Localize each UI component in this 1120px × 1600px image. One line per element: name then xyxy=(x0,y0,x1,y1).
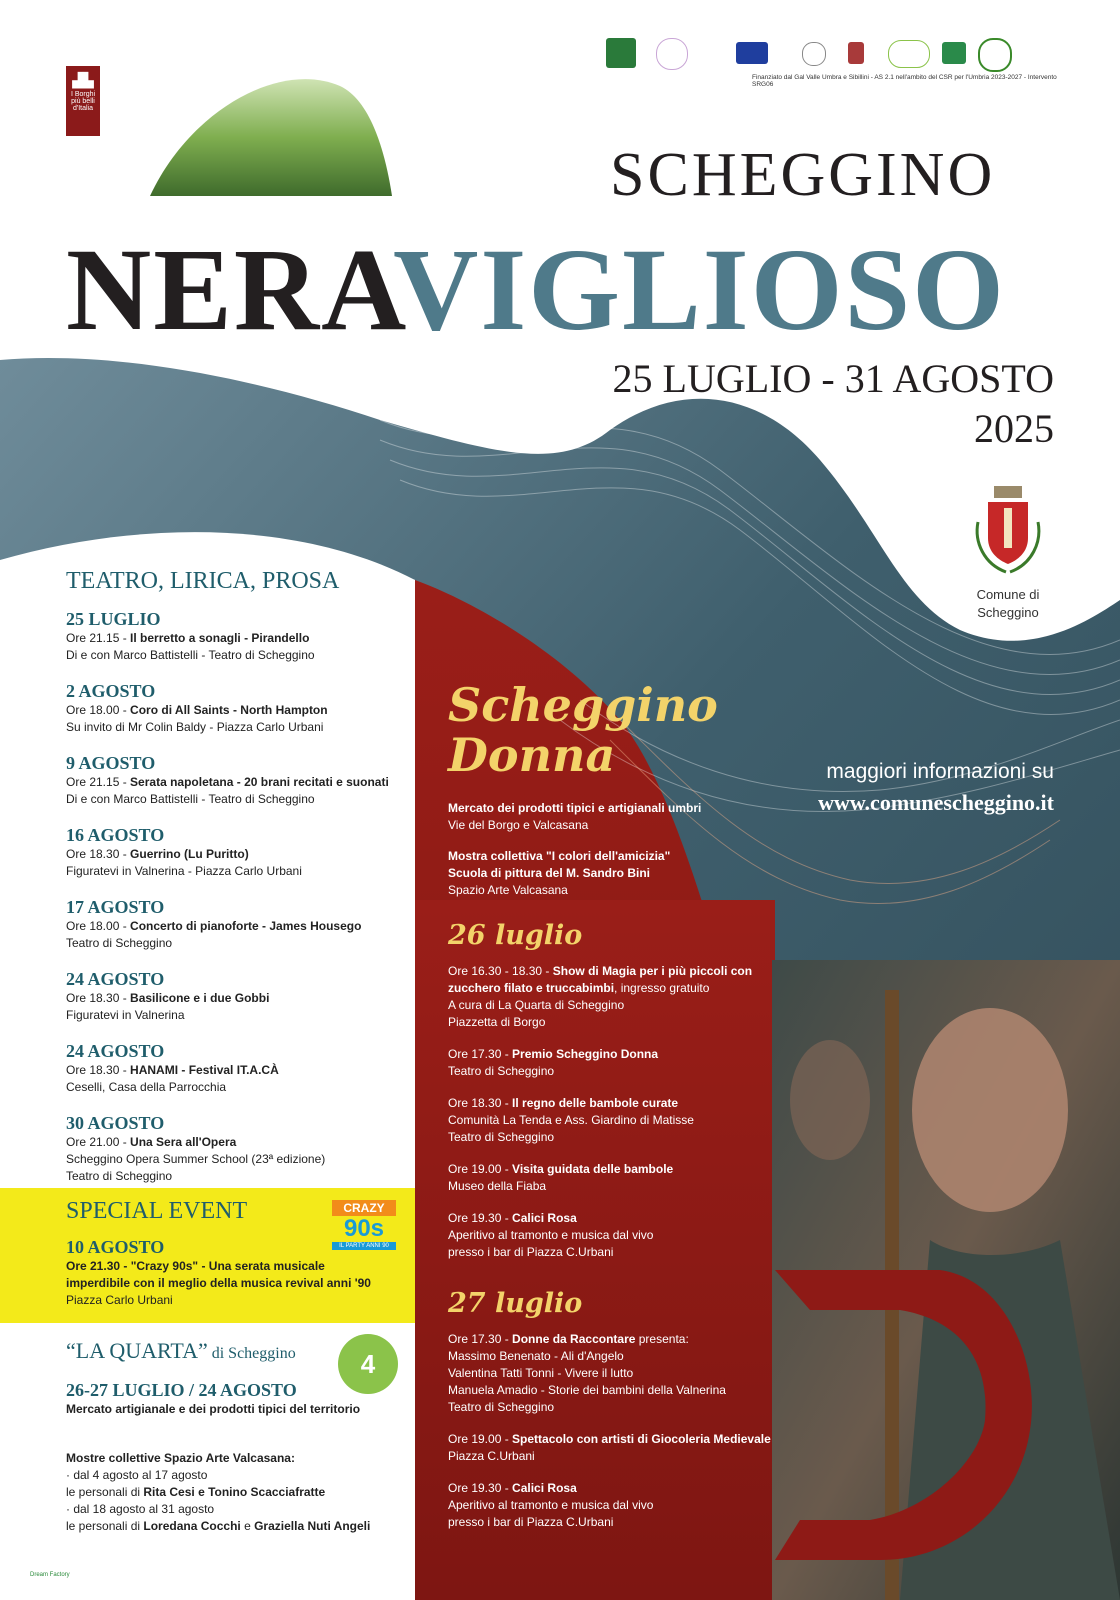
theatre-heading: TEATRO, LIRICA, PROSA xyxy=(66,568,340,594)
donna-event-detail: presso i bar di Piazza C.Urbani xyxy=(448,1245,614,1259)
event-title-line xyxy=(66,630,406,647)
donna-event-time: Ore 19.00 xyxy=(448,1432,502,1446)
intro-mercato-place: Vie del Borgo e Valcasana xyxy=(448,818,589,832)
event-detail: Scheggino Opera Summer School (23ª edizione) xyxy=(66,1152,326,1166)
event-detail: Teatro di Scheggino xyxy=(66,1169,173,1183)
comune-label-line2: Scheggino xyxy=(977,605,1039,620)
event-time: Ore 21.15 xyxy=(66,631,120,645)
mostre-section xyxy=(66,1450,406,1535)
event-time: Ore 18.30 xyxy=(66,847,120,861)
funding-note: Finanziato dal Gal Valle Umbra e Sibillini - AS 2.1 nell'ambito del CSR per l'Umbria 2023-2027 - Intervento SRG06 xyxy=(752,74,1057,88)
event-title-line xyxy=(66,918,406,935)
event-sep: - xyxy=(119,631,131,645)
dates-year: 2025 xyxy=(974,406,1054,451)
mostre-line2-a: le personali di xyxy=(66,1485,144,1499)
donna-event-title-line2 xyxy=(448,980,778,997)
donna-event-detail: presso i bar di Piazza C.Urbani xyxy=(448,1515,614,1529)
intro-mostra: Mostra collettiva "I colori dell'amicizia" xyxy=(448,849,671,863)
mostre-line4-b: Loredana Cocchi xyxy=(143,1519,241,1533)
donna-event-detail: Teatro di Scheggino xyxy=(448,1400,555,1414)
day1-section xyxy=(448,920,778,1276)
donna-event xyxy=(448,1161,778,1195)
comune-label-line1: Comune di xyxy=(976,587,1040,602)
donna-event-title: Premio Scheggino Donna xyxy=(512,1047,659,1061)
borghi-logo xyxy=(66,66,100,136)
donna-event-sep: - xyxy=(501,1162,513,1176)
theatre-event xyxy=(66,753,406,808)
event-detail: Figuratevi in Valnerina xyxy=(66,1008,185,1022)
donna-event xyxy=(448,1210,778,1261)
title-viglioso: VIGLIOSO xyxy=(393,224,1006,355)
donna-event-sep: - xyxy=(501,1211,513,1225)
donna-event-title: Visita guidata delle bambole xyxy=(512,1162,674,1176)
event-time: Ore 21.15 xyxy=(66,775,120,789)
website-link[interactable]: www.comunescheggino.it xyxy=(818,790,1054,815)
day1-date: 26 luglio xyxy=(448,920,583,951)
special-date: 10 AGOSTO xyxy=(66,1237,165,1257)
event-time: Ore 18.30 xyxy=(66,991,120,1005)
event-sep: - xyxy=(119,919,131,933)
event-date: 9 AGOSTO xyxy=(66,753,156,773)
quarta-heading-sub: di Scheggino xyxy=(207,1345,296,1362)
event-date: 2 AGOSTO xyxy=(66,681,156,701)
donna-event-title-line xyxy=(448,963,778,980)
mostre-line4-c: e xyxy=(240,1519,255,1533)
donna-event-title: Calici Rosa xyxy=(512,1481,577,1495)
csr-logo-icon xyxy=(888,40,930,68)
day2-section xyxy=(448,1288,778,1546)
donna-event xyxy=(448,1480,778,1531)
event-sep: - xyxy=(119,703,131,717)
donna-event-title2: zucchero filato e truccabimbi xyxy=(448,981,615,995)
donna-event-detail: Valentina Tatti Tonni - Vivere il lutto xyxy=(448,1366,634,1380)
event-detail: Di e con Marco Battistelli - Teatro di Scheggino xyxy=(66,648,315,662)
castle-icon: ▟▙ xyxy=(72,72,94,88)
mostre-line1: · dal 4 agosto al 17 agosto xyxy=(66,1468,208,1482)
republic-emblem-icon xyxy=(802,42,826,66)
donna-event xyxy=(448,963,778,1031)
event-detail: Teatro di Scheggino xyxy=(66,936,173,950)
special-line3: Piazza Carlo Urbani xyxy=(66,1293,173,1307)
donna-event-title-line xyxy=(448,1431,778,1448)
donna-event-detail: Piazza C.Urbani xyxy=(448,1449,535,1463)
special-line1: Ore 21.30 - "Crazy 90s" - Una serata musicale xyxy=(66,1259,325,1273)
more-info xyxy=(818,760,1054,816)
event-date: 24 AGOSTO xyxy=(66,969,165,989)
event-sep: - xyxy=(119,1135,131,1149)
donna-event-detail: Teatro di Scheggino xyxy=(448,1064,555,1078)
badge-bottom: IL PARTY ANNI 90 xyxy=(332,1242,396,1250)
event-sep: - xyxy=(119,1063,131,1077)
donna-event-time: Ore 17.30 xyxy=(448,1047,502,1061)
event-sep: - xyxy=(119,775,131,789)
donna-event-sep: - xyxy=(501,1332,513,1346)
donna-event-after: presenta: xyxy=(635,1332,689,1346)
event-title-line xyxy=(66,1062,406,1079)
donna-intro xyxy=(448,800,768,899)
donna-event-sep: - xyxy=(501,1047,513,1061)
event-time: Ore 18.00 xyxy=(66,919,120,933)
donna-event xyxy=(448,1095,778,1146)
donna-event-time: Ore 19.30 xyxy=(448,1211,502,1225)
special-heading: SPECIAL EVENT xyxy=(66,1198,248,1224)
donna-event-detail: Comunità La Tenda e Ass. Giardino di Matisse xyxy=(448,1113,694,1127)
theatre-event xyxy=(66,969,406,1024)
donna-event-sep: - xyxy=(501,1096,513,1110)
theatre-event xyxy=(66,1041,406,1096)
mostre-line4-a: le personali di xyxy=(66,1519,144,1533)
donna-event-title: Calici Rosa xyxy=(512,1211,577,1225)
event-time: Ore 21.00 xyxy=(66,1135,120,1149)
event-title-line xyxy=(66,774,406,791)
shield-icon xyxy=(606,38,636,68)
donna-event-sep: - xyxy=(542,964,553,978)
event-date: 30 AGOSTO xyxy=(66,1113,165,1133)
donna-event-title-line xyxy=(448,1095,778,1112)
leader-logo-icon xyxy=(942,42,966,64)
event-title: HANAMI - Festival IT.A.CÀ xyxy=(130,1063,279,1077)
event-title: Concerto di pianoforte - James Housego xyxy=(130,919,362,933)
intro-mostra-place: Spazio Arte Valcasana xyxy=(448,883,568,897)
gal-logo-icon xyxy=(978,38,1012,72)
quarta-heading-main: “LA QUARTA” xyxy=(66,1338,208,1363)
donna-event-time: Ore 18.30 xyxy=(448,1096,502,1110)
event-sep: - xyxy=(119,847,131,861)
donna-event-title-line xyxy=(448,1210,778,1227)
event-title-line xyxy=(66,1134,406,1151)
event-title: Coro di All Saints - North Hampton xyxy=(130,703,328,717)
event-date: 17 AGOSTO xyxy=(66,897,165,917)
mostre-line4 xyxy=(66,1518,406,1535)
intro-mercato: Mercato dei prodotti tipici e artigianali umbri xyxy=(448,801,702,815)
donna-event-sep: - xyxy=(501,1481,513,1495)
donna-event-detail: Manuela Amadio - Storie dei bambini della Valnerina xyxy=(448,1383,726,1397)
donna-event-title-line xyxy=(448,1161,778,1178)
sd-title-1: Scheggino xyxy=(448,678,718,732)
event-time: Ore 18.00 xyxy=(66,703,120,717)
dates-range: 25 LUGLIO - 31 AGOSTO xyxy=(612,356,1054,401)
donna-event-title: Il regno delle bambole curate xyxy=(512,1096,679,1110)
event-title: Serata napoletana - 20 brani recitati e suonati xyxy=(130,775,389,789)
donna-event xyxy=(448,1431,778,1465)
title-neravviglioso xyxy=(66,222,1006,358)
info-line1: maggiori informazioni su xyxy=(826,760,1054,783)
event-date: 24 AGOSTO xyxy=(66,1041,165,1061)
scheggino-donna-title xyxy=(448,680,718,780)
donna-event-detail: Aperitivo al tramonto e musica dal vivo xyxy=(448,1498,654,1512)
footer-credit: Dream Factory xyxy=(30,1572,70,1578)
event-detail: Ceselli, Casa della Parrocchia xyxy=(66,1080,227,1094)
day2-events xyxy=(448,1331,778,1531)
event-title: Guerrino (Lu Puritto) xyxy=(130,847,249,861)
donna-event-title: Show di Magia per i più piccoli con xyxy=(552,964,753,978)
theatre-event xyxy=(66,681,406,736)
event-title-line xyxy=(66,990,406,1007)
mostre-line2 xyxy=(66,1484,406,1501)
donna-event-title: Donne da Raccontare xyxy=(512,1332,636,1346)
donna-event-detail: Aperitivo al tramonto e musica dal vivo xyxy=(448,1228,654,1242)
donna-event-sep: - xyxy=(501,1432,513,1446)
event-title-line xyxy=(66,702,406,719)
event-detail: Di e con Marco Battistelli - Teatro di Scheggino xyxy=(66,792,315,806)
mostre-line2-b: Rita Cesi e Tonino Scacciafratte xyxy=(143,1485,326,1499)
badge-mid: 90s xyxy=(343,1215,385,1242)
donna-event-title-line xyxy=(448,1331,778,1348)
comune-crest-icon xyxy=(970,482,1046,578)
mostre-line3: · dal 18 agosto al 31 agosto xyxy=(66,1502,215,1516)
donna-event-detail: Massimo Benenato - Ali d'Angelo xyxy=(448,1349,624,1363)
donna-event-detail: A cura di La Quarta di Scheggino xyxy=(448,998,625,1012)
event-sep: - xyxy=(119,991,131,1005)
donna-event-title: Spettacolo con artisti di Giocoleria Medievale xyxy=(512,1432,771,1446)
quarta-desc: Mercato artigianale e dei prodotti tipici del territorio xyxy=(66,1402,361,1416)
donna-event-time: Ore 19.30 xyxy=(448,1481,502,1495)
sponsor-logos xyxy=(606,38,1056,72)
mostre-line4-d: Graziella Nuti Angeli xyxy=(254,1519,371,1533)
theatre-section xyxy=(66,568,406,1202)
event-title: Una Sera all'Opera xyxy=(130,1135,237,1149)
borghi-logo-text: I Borghi più belli d'Italia xyxy=(70,91,96,112)
donna-event-time: Ore 17.30 xyxy=(448,1332,502,1346)
special-line2: imperdibile con il meglio della musica revival anni '90 xyxy=(66,1276,371,1290)
event-detail: Figuratevi in Valnerina - Piazza Carlo Urbani xyxy=(66,864,302,878)
eu-flag-icon xyxy=(736,42,768,64)
sd-title-2: Donna xyxy=(448,728,616,782)
badge-top: CRAZY xyxy=(332,1200,396,1216)
donna-event-time: Ore 19.00 xyxy=(448,1162,502,1176)
day1-events xyxy=(448,963,778,1261)
event-date: 25 LUGLIO xyxy=(66,609,161,629)
title-nera: NERA xyxy=(66,224,394,355)
day2-date: 27 luglio xyxy=(448,1288,583,1319)
theatre-event xyxy=(66,897,406,952)
donna-event xyxy=(448,1046,778,1080)
theatre-event xyxy=(66,1113,406,1185)
donna-event-title-line xyxy=(448,1480,778,1497)
theatre-event xyxy=(66,609,406,664)
event-time: Ore 18.30 xyxy=(66,1063,120,1077)
festival-dates xyxy=(613,354,1054,454)
donna-event-detail: Piazzetta di Borgo xyxy=(448,1015,546,1029)
quarta-dates: 26-27 LUGLIO / 24 AGOSTO xyxy=(66,1380,297,1400)
round-logo-icon xyxy=(656,38,688,70)
intro-mostra-scuola: Scuola di pittura del M. Sandro Bini xyxy=(448,866,651,880)
title-scheggino: SCHEGGINO xyxy=(610,141,996,209)
donna-event-time: Ore 16.30 - 18.30 xyxy=(448,964,543,978)
event-title-line xyxy=(66,846,406,863)
donna-event-detail: Teatro di Scheggino xyxy=(448,1130,555,1144)
theatre-events xyxy=(66,609,406,1185)
theatre-event xyxy=(66,825,406,880)
event-title: Il berretto a sonagli - Pirandello xyxy=(130,631,310,645)
quarta-logo-icon: 4 xyxy=(338,1334,398,1394)
event-date: 16 AGOSTO xyxy=(66,825,165,845)
donna-event-detail: Museo della Fiaba xyxy=(448,1179,547,1193)
grass-hill xyxy=(150,79,392,196)
mostre-title: Mostre collettive Spazio Arte Valcasana: xyxy=(66,1451,295,1465)
regione-umbria-icon xyxy=(848,42,864,64)
comune-label xyxy=(950,586,1066,622)
donna-event xyxy=(448,1331,778,1416)
crazy-90s-badge xyxy=(332,1200,396,1264)
event-detail: Su invito di Mr Colin Baldy - Piazza Carlo Urbani xyxy=(66,720,324,734)
donna-event-after: , ingresso gratuito xyxy=(614,981,710,995)
event-title: Basilicone e i due Gobbi xyxy=(130,991,270,1005)
donna-event-title-line xyxy=(448,1046,778,1063)
